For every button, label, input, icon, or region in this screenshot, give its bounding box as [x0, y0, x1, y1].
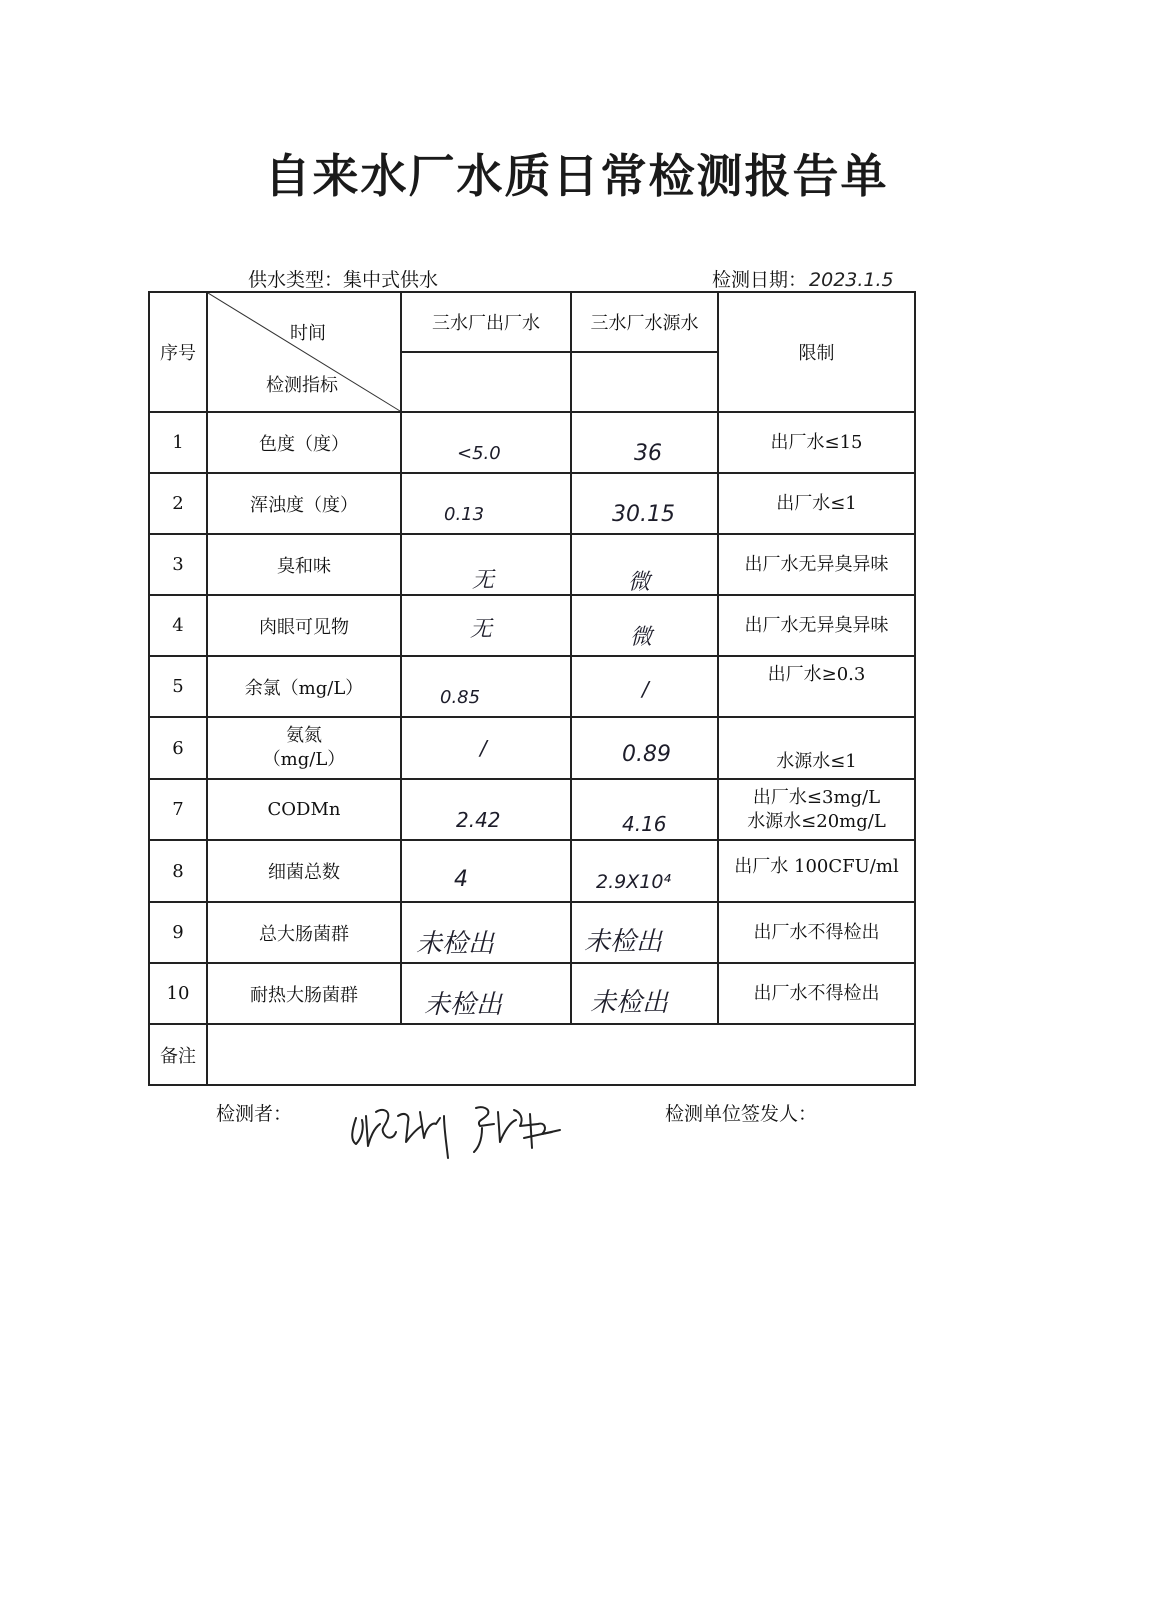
- row-seq: 1: [149, 412, 207, 473]
- row-value-source: [571, 595, 718, 656]
- header-col2-blank: [571, 352, 718, 412]
- row-value-outlet: [401, 902, 571, 963]
- row-value-outlet: [401, 656, 571, 717]
- row-value-source: [571, 779, 718, 840]
- row-indicator-line1: 氨氮: [286, 725, 322, 746]
- handwritten-value: 无: [470, 617, 493, 642]
- table-row: [149, 595, 915, 656]
- handwritten-value: 未检出: [416, 929, 495, 959]
- header-indicator: 检测指标: [266, 375, 338, 396]
- row-value-source: [571, 473, 718, 534]
- row-seq: 2: [149, 473, 207, 534]
- handwritten-value: 未检出: [424, 990, 503, 1020]
- row-limit-line2: 水源水≤20mg/L: [747, 810, 886, 832]
- row-indicator: 细菌总数: [207, 840, 401, 902]
- row-value-outlet: [401, 963, 571, 1024]
- row-value-outlet: [401, 534, 571, 595]
- table-row: [149, 963, 915, 1024]
- supply-type-value: 集中式供水: [343, 269, 439, 291]
- handwritten-value: 2.9X10⁴: [596, 871, 672, 893]
- header-seq: 序号: [149, 292, 207, 412]
- row-limit: [718, 779, 915, 840]
- row-value-source: [571, 656, 718, 717]
- row-seq: 4: [149, 595, 207, 656]
- row-indicator: 总大肠菌群: [207, 902, 401, 963]
- handwritten-value: 微: [630, 625, 653, 650]
- handwritten-value: 未检出: [590, 988, 669, 1018]
- handwritten-value: <5.0: [457, 443, 501, 464]
- table-row: [149, 840, 915, 902]
- report-title: 自来水厂水质日常检测报告单: [264, 149, 889, 203]
- row-value-source: [571, 840, 718, 902]
- row-indicator-line2: （mg/L）: [262, 749, 346, 770]
- handwritten-value: 微: [628, 570, 651, 595]
- handwritten-value: 4: [454, 867, 468, 892]
- row-value-outlet: [401, 595, 571, 656]
- row-limit: 出厂水无异臭异味: [718, 534, 915, 595]
- header-limit: 限制: [718, 292, 915, 412]
- handwritten-value: 未检出: [584, 927, 663, 957]
- row-value-outlet: [401, 473, 571, 534]
- row-seq: 5: [149, 656, 207, 717]
- handwritten-value: /: [480, 736, 487, 760]
- row-seq: 7: [149, 779, 207, 840]
- row-indicator: 余氯（mg/L）: [207, 656, 401, 717]
- row-indicator: 耐热大肠菌群: [207, 963, 401, 1024]
- row-limit: 出厂水不得检出: [718, 902, 915, 963]
- remarks-content: [207, 1024, 915, 1085]
- table-row: [149, 412, 915, 473]
- row-value-source: [571, 534, 718, 595]
- handwritten-value: 30.15: [612, 502, 675, 527]
- row-value-outlet: [401, 717, 571, 779]
- header-col1: 三水厂出厂水: [401, 292, 571, 352]
- header-row-1: [149, 292, 915, 352]
- handwritten-value: 2.42: [456, 808, 501, 832]
- handwritten-value: 0.85: [440, 687, 481, 708]
- row-seq: 6: [149, 717, 207, 779]
- date-label: 检测日期：: [712, 269, 808, 291]
- header-col2: 三水厂水源水: [571, 292, 718, 352]
- row-value-outlet: [401, 779, 571, 840]
- inspector-signature: [348, 1098, 578, 1160]
- row-limit: 出厂水无异臭异味: [718, 595, 915, 656]
- supply-type-label: 供水类型：: [248, 269, 344, 291]
- row-indicator: 色度（度）: [207, 412, 401, 473]
- remarks-label: 备注: [149, 1024, 207, 1085]
- handwritten-value: 36: [634, 441, 662, 466]
- handwritten-value: 0.89: [622, 742, 671, 767]
- row-indicator: [207, 717, 401, 779]
- test-date: [712, 265, 894, 292]
- table-row: [149, 902, 915, 963]
- row-limit: 出厂水不得检出: [718, 963, 915, 1024]
- handwritten-value: 0.13: [444, 504, 485, 525]
- handwritten-value: 4.16: [622, 812, 667, 836]
- row-value-source: [571, 412, 718, 473]
- row-indicator: 浑浊度（度）: [207, 473, 401, 534]
- row-value-outlet: [401, 840, 571, 902]
- table-row: [149, 779, 915, 840]
- date-value: 2023.1.5: [809, 269, 894, 291]
- row-limit: 出厂水≥0.3: [718, 656, 915, 717]
- row-seq: 3: [149, 534, 207, 595]
- row-indicator: CODMn: [207, 779, 401, 840]
- row-indicator: 臭和味: [207, 534, 401, 595]
- inspector-label: 检测者：: [216, 1103, 293, 1125]
- row-value-source: [571, 717, 718, 779]
- handwritten-value: 无: [472, 568, 495, 593]
- row-indicator: 肉眼可见物: [207, 595, 401, 656]
- report-table: [148, 291, 916, 1086]
- row-limit: 出厂水≤15: [718, 412, 915, 473]
- row-limit: 出厂水≤1: [718, 473, 915, 534]
- handwritten-value: /: [642, 677, 649, 701]
- remarks-row: [149, 1024, 915, 1085]
- row-seq: 9: [149, 902, 207, 963]
- header-time: 时间: [290, 323, 326, 344]
- row-seq: 8: [149, 840, 207, 902]
- table-row: [149, 473, 915, 534]
- header-col1-blank: [401, 352, 571, 412]
- row-limit: 水源水≤1: [718, 717, 915, 779]
- row-limit: 出厂水 100CFU/ml: [718, 840, 915, 902]
- row-value-source: [571, 902, 718, 963]
- row-value-source: [571, 963, 718, 1024]
- table-row: [149, 656, 915, 717]
- row-value-outlet: [401, 412, 571, 473]
- header-diagonal-cell: [207, 292, 401, 412]
- issuer-label: 检测单位签发人：: [665, 1103, 818, 1125]
- row-seq: 10: [149, 963, 207, 1024]
- supply-type: [248, 265, 438, 292]
- table-row: [149, 534, 915, 595]
- table-row: [149, 717, 915, 779]
- row-limit-line1: 出厂水≤3mg/L: [752, 786, 881, 808]
